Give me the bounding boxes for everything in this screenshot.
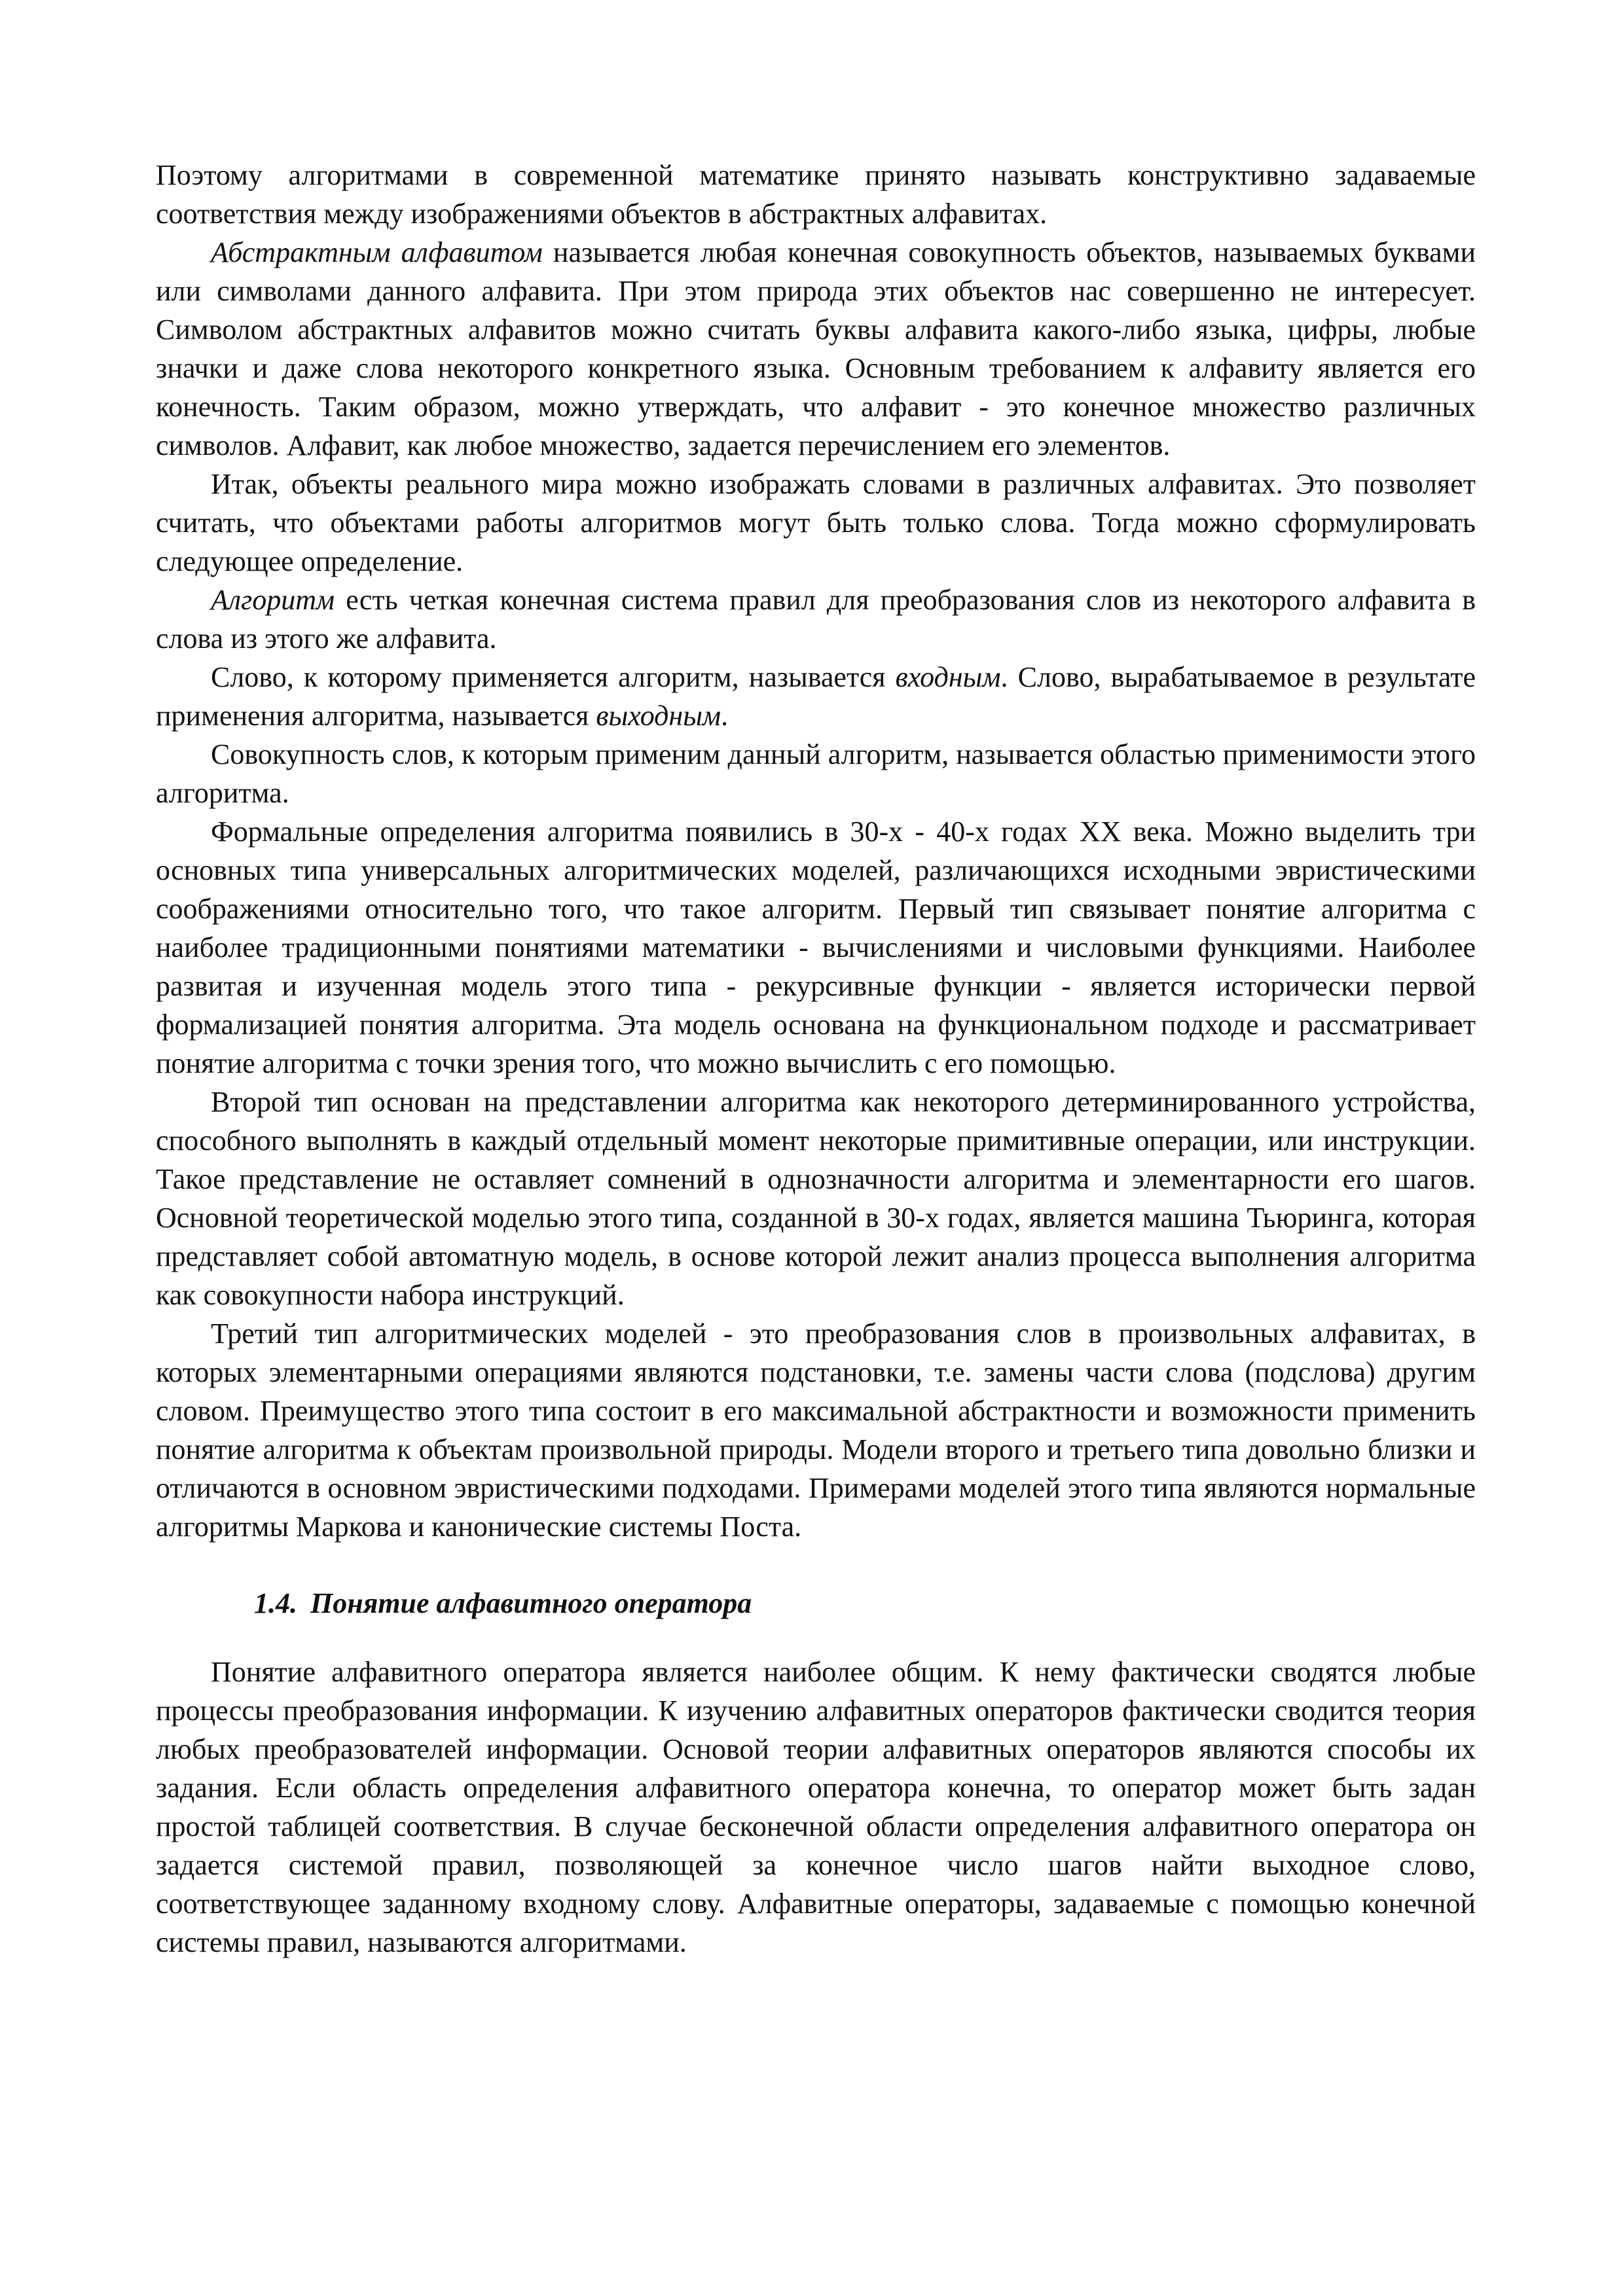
paragraph-objects-as-words: Итак, объекты реального мира можно изображать словами в различных алфавитах. Это позволяет считать, что объектами работы алгоритмов могут быть только слова. Тогда можно сформулировать следующее определение. — [156, 468, 1476, 577]
term-algorithm: Алгоритм — [211, 584, 335, 616]
paragraph-abstract-alphabet — [156, 233, 1476, 465]
paragraph-formal-definitions: Формальные определения алгоритма появились в 30-х - 40-х годах XX века. Можно выделить три основных типа универсальных алгоритмических моделей, различающихся исходными эвристическими соображениями относительно того, что такое алгоритм. Первый тип связывает понятие алгоритма с наиболее традиционными понятиями математики - вычислениями и числовыми функциями. Наиболее развитая и изученная модель этого типа - рекурсивные функции - является исторически первой формализацией понятия алгоритма. Эта модель основана на функциональном подходе и рассматривает понятие алгоритма с точки зрения того, что можно вычислить с его помощью. — [156, 816, 1476, 1079]
paragraph-alphabetic-operator: Понятие алфавитного оператора является наиболее общим. К нему фактически сводятся любые процессы преобразования информации. К изучению алфавитных операторов фактически сводится теория любых преобразователей информации. Основой теории алфавитных операторов являются способы их задания. Если область определения алфавитного оператора конечна, то оператор может быть задан простой таблицей соответствия. В случае бесконечной области определения алфавитного оператора он задается системой правил, позволяющей за конечное число шагов найти выходное слово, соответствующее заданному входному слову. Алфавитные операторы, задаваемые с помощью конечной системы правил, называются алгоритмами. — [156, 1656, 1476, 1958]
section-title: Понятие алфавитного оператора — [310, 1587, 752, 1619]
paragraph-intro: Поэтому алгоритмами в современной математике принято называть конструктивно задаваемые соответствия между изображениями объектов в абстрактных алфавитах. — [156, 159, 1476, 230]
paragraph-second-type: Второй тип основан на представлении алгоритма как некоторого детерминированного устройства, способного выполнять в каждый отдельный момент некоторые примитивные операции, или инструкции. Такое представление не оставляет сомнений в однозначности алгоритма и элементарности его шагов. Основной теоретической моделью этого типа, созданной в 30-х годах, является машина Тьюринга, которая представляет собой автоматную модель, в основе которой лежит анализ процесса выполнения алгоритма как совокупности набора инструкций. — [156, 1086, 1476, 1311]
term-input: входным — [895, 661, 1001, 693]
paragraph-algorithm-definition — [156, 581, 1476, 658]
paragraph-input-output-text-b: . Слово, вырабатываемое в результате применения алгоритма, называется — [156, 661, 1476, 732]
paragraph-third-type: Третий тип алгоритмических моделей - это преобразования слов в произвольных алфавитах, в которых элементарными операциями являются подстановки, т.е. замены части слова (подслова) другим словом. Преимущество этого типа состоит в его максимальной абстрактности и возможности применить понятие алгоритма к объектам произвольной природы. Модели второго и третьего типа довольно близки и отличаются в основном эвристическими подходами. Примерами моделей этого типа являются нормальные алгоритмы Маркова и канонические системы Поста. — [156, 1318, 1476, 1543]
term-abstract-alphabet: Абстрактным алфавитом — [211, 236, 543, 268]
paragraph-input-output — [156, 658, 1476, 735]
paragraph-input-output-text-c: . — [721, 700, 729, 732]
term-output: выходным — [596, 700, 721, 732]
paragraph-applicability: Совокупность слов, к которым применим данный алгоритм, называется областью применимости этого алгоритма. — [156, 738, 1476, 809]
document-page — [156, 156, 1476, 1962]
paragraph-input-output-text-a: Слово, к которому применяется алгоритм, называется — [211, 661, 896, 693]
section-heading — [156, 1584, 1476, 1623]
paragraph-abstract-alphabet-text: называется любая конечная совокупность объектов, называемых буквами или символами данного алфавита. При этом природа этих объектов нас совершенно не интересует. Символом абстрактных алфавитов можно считать буквы алфавита какого-либо языка, цифры, любые значки и даже слова некоторого конкретного языка. Основным требованием к алфавиту является его конечность. Таким образом, можно утверждать, что алфавит - это конечное множество различных символов. Алфавит, как любое множество, задается перечислением его элементов. — [156, 236, 1476, 461]
section-number: 1.4. — [254, 1587, 297, 1619]
paragraph-algorithm-definition-text: есть четкая конечная система правил для преобразования слов из некоторого алфавита в слова из этого же алфавита. — [156, 584, 1476, 655]
